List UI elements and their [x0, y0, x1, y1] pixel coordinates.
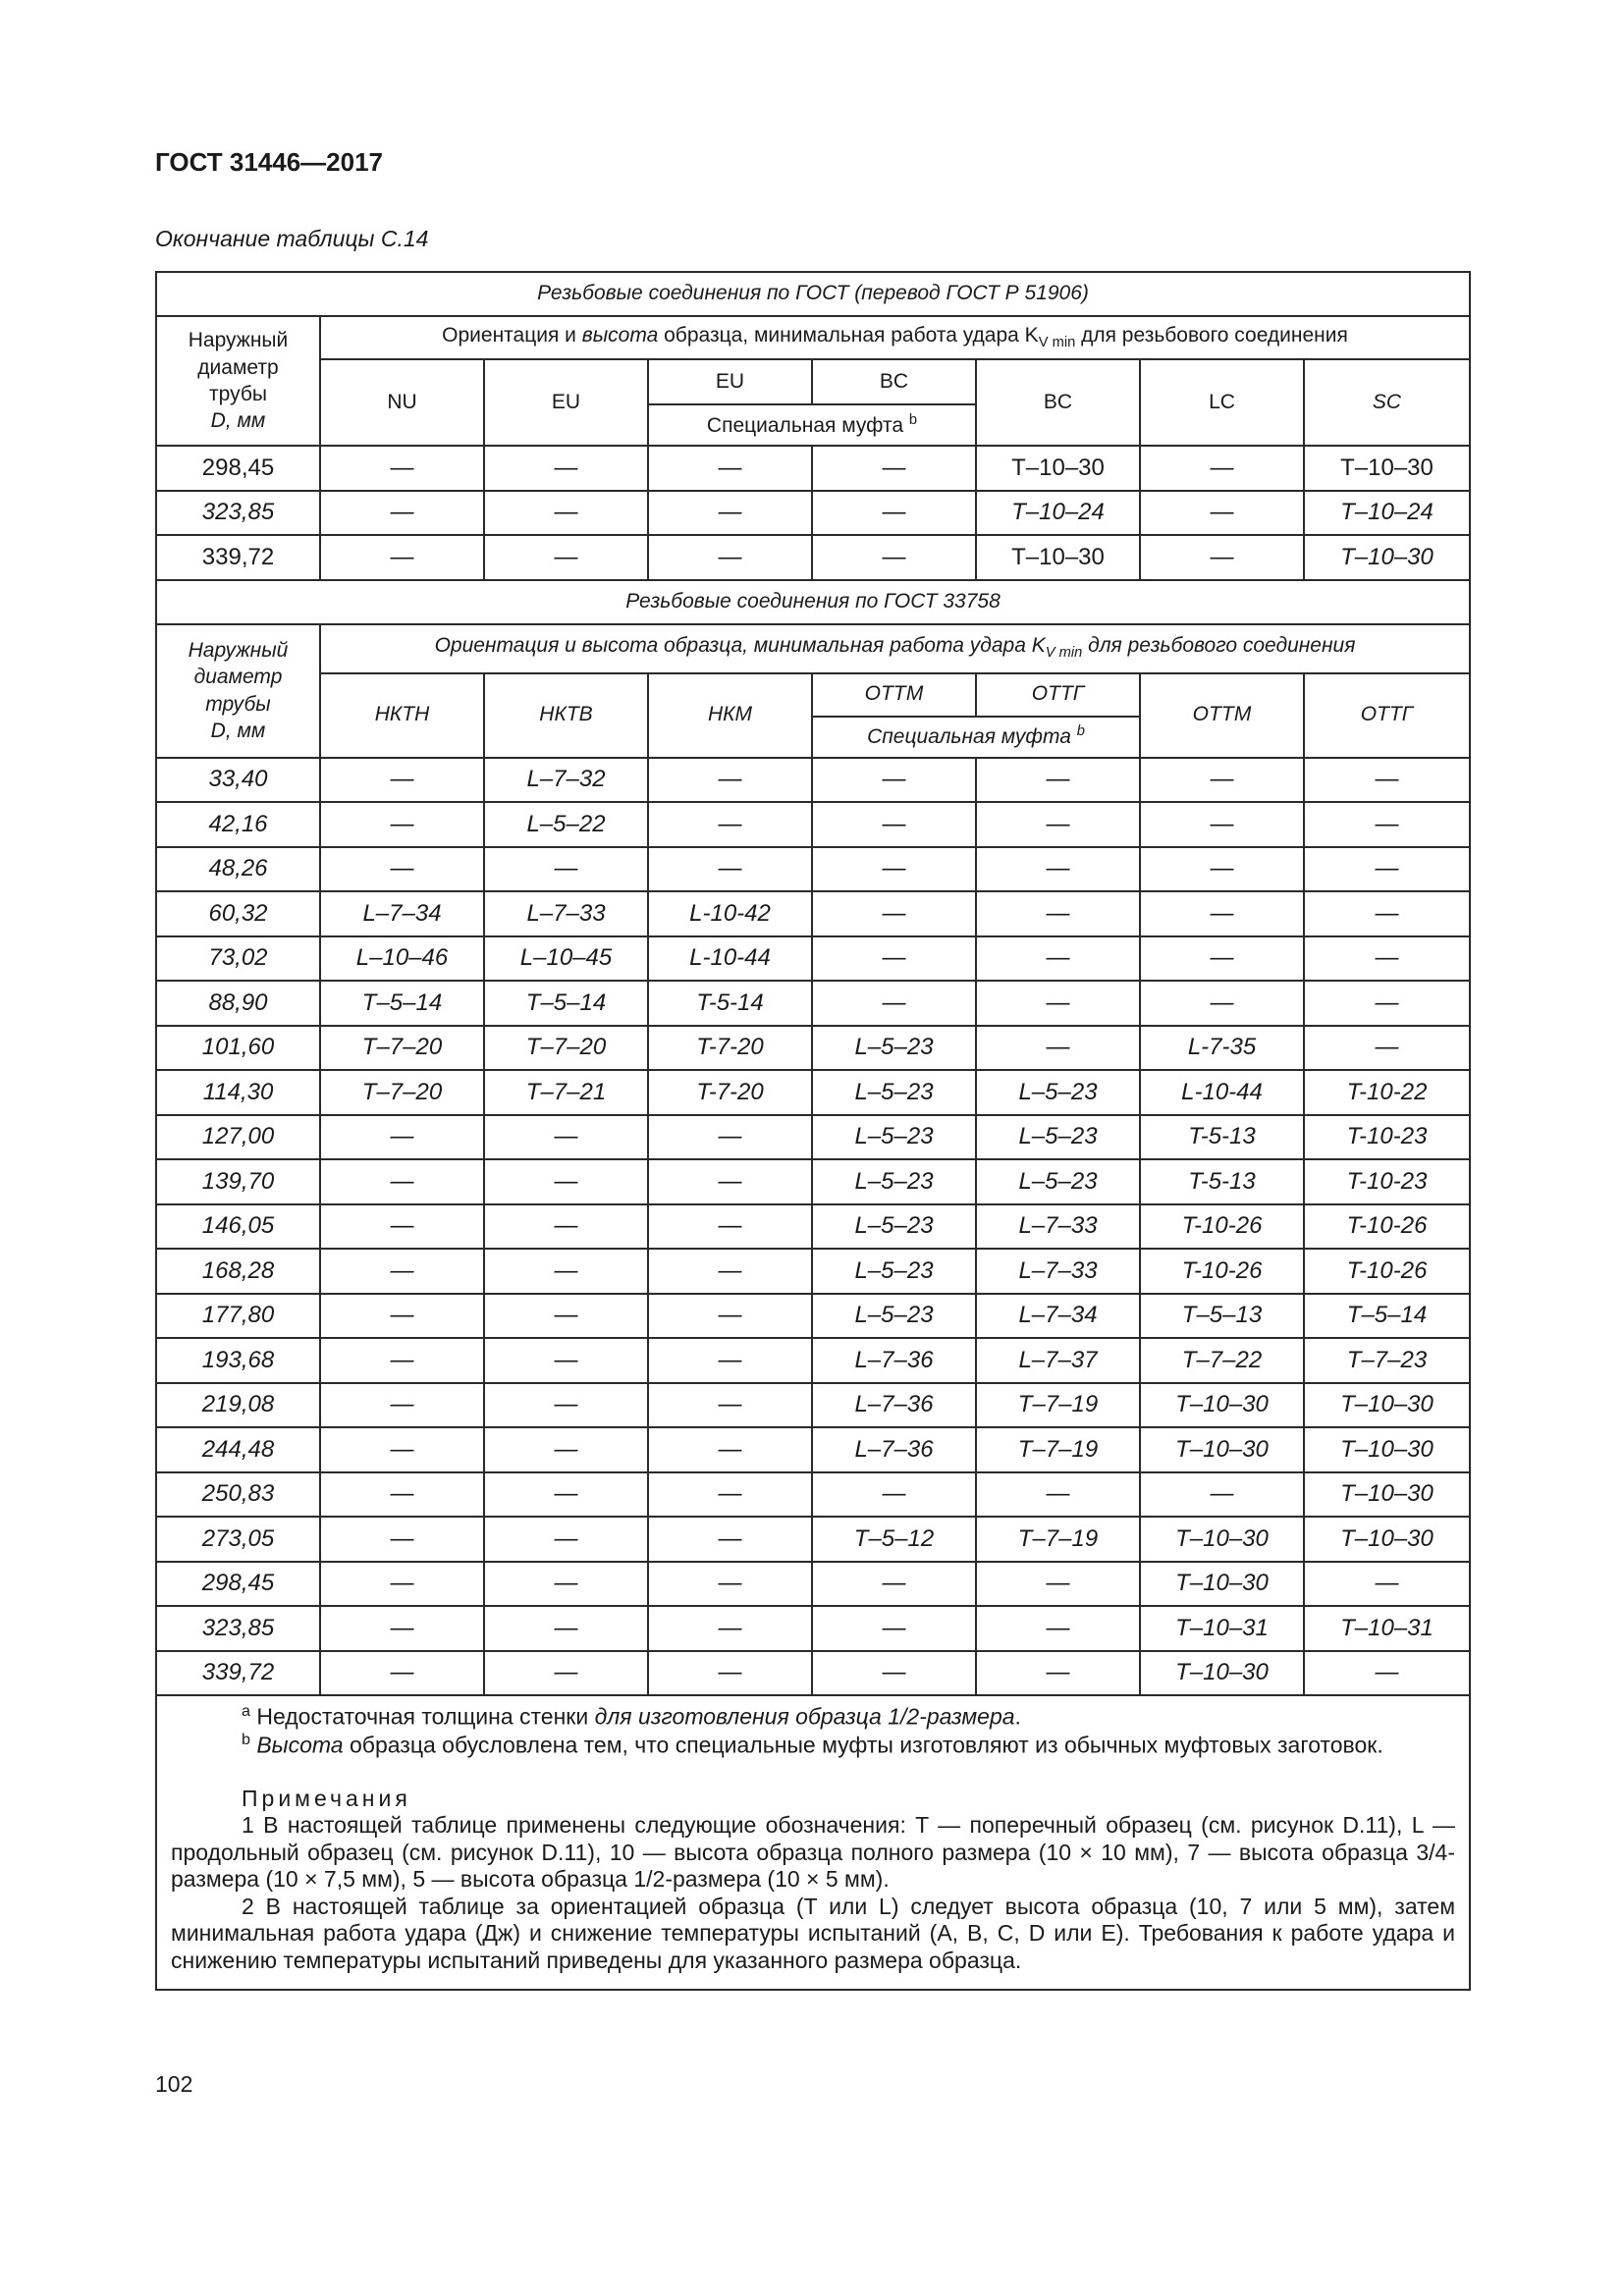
value-cell: —: [812, 491, 976, 536]
diameter-cell: 273,05: [156, 1517, 320, 1562]
table1-header-row1: [156, 316, 1470, 359]
value-cell: T–10–24: [1304, 491, 1470, 536]
table-row: [156, 491, 1470, 536]
table2-col-ottm: ОТТМ: [1140, 673, 1304, 758]
value-cell: T–7–19: [976, 1383, 1140, 1428]
diameter-cell: 168,28: [156, 1249, 320, 1294]
value-cell: —: [976, 758, 1140, 803]
diameter-cell: 60,32: [156, 891, 320, 936]
value-cell: —: [812, 802, 976, 847]
value-cell: —: [812, 891, 976, 936]
value-cell: —: [1140, 847, 1304, 892]
table-row: [156, 802, 1470, 847]
value-cell: —: [976, 1026, 1140, 1071]
table2-special-coupling: Специальная муфта $^b$: [812, 717, 1140, 758]
value-cell: T–5–14: [320, 981, 484, 1026]
diameter-cell: 219,08: [156, 1383, 320, 1428]
value-cell: —: [484, 446, 648, 491]
value-cell: L–5–23: [812, 1249, 976, 1294]
value-cell: —: [484, 1159, 648, 1204]
value-cell: —: [1304, 936, 1470, 982]
value-cell: —: [484, 1472, 648, 1518]
value-cell: T-10-26: [1140, 1204, 1304, 1250]
value-cell: —: [648, 802, 812, 847]
diameter-cell: 139,70: [156, 1159, 320, 1204]
diameter-cell: 114,30: [156, 1070, 320, 1115]
value-cell: T–10–30: [1304, 446, 1470, 491]
value-cell: T–7–20: [320, 1070, 484, 1115]
table-row: [156, 1159, 1470, 1204]
value-cell: L–7–33: [484, 891, 648, 936]
table1-diameter-header: Наружный диаметр трубы D, мм: [156, 316, 320, 446]
table-row: [156, 981, 1470, 1026]
value-cell: —: [1140, 446, 1304, 491]
value-cell: T-7-20: [648, 1026, 812, 1071]
value-cell: —: [484, 1427, 648, 1472]
value-cell: L–5–23: [812, 1026, 976, 1071]
value-cell: —: [1304, 1026, 1470, 1071]
value-cell: —: [648, 1517, 812, 1562]
diameter-cell: 339,72: [156, 535, 320, 580]
value-cell: —: [1140, 891, 1304, 936]
value-cell: L–7–37: [976, 1338, 1140, 1383]
value-cell: T–5–12: [812, 1517, 976, 1562]
value-cell: L–5–23: [976, 1070, 1140, 1115]
table2-orientation-header: Ориентация и высота образца, минимальная работа удара $K_{V min}$ для резьбового соединения: [320, 624, 1470, 673]
value-cell: —: [648, 1204, 812, 1250]
value-cell: L-10-44: [1140, 1070, 1304, 1115]
diameter-cell: 33,40: [156, 758, 320, 803]
table-row: [156, 1338, 1470, 1383]
note-1: 1 В настоящей таблице применены следующие обозначения: T — поперечный образец (см. рисунок D.11), L — продольный образец (см. рисунок D.11), 10 — высота образца полного размера (10 × 10 мм), 7 — высота образца 3/4-размера (10 × 7,5 мм), 5 — высота образца 1/2-размера (10 × 5 мм).: [171, 1812, 1456, 1893]
diameter-cell: 298,45: [156, 446, 320, 491]
diameter-cell: 323,85: [156, 1606, 320, 1651]
value-cell: L–7–34: [976, 1294, 1140, 1339]
value-cell: T–5–14: [1304, 1294, 1470, 1339]
value-cell: —: [484, 1115, 648, 1160]
table1-section-title: Резьбовые соединения по ГОСТ (перевод ГОСТ Р 51906): [156, 272, 1470, 316]
value-cell: —: [320, 1159, 484, 1204]
value-cell: T-10-26: [1140, 1249, 1304, 1294]
table-row: [156, 535, 1470, 580]
table2-diameter-header: Наружный диаметр трубы D, мм: [156, 624, 320, 758]
value-cell: —: [1140, 758, 1304, 803]
footnote-b: $^b$ Высота образца обусловлена тем, что специальные муфты изготовляют из обычных муфтовых заготовок.: [242, 1731, 1383, 1758]
value-cell: —: [320, 446, 484, 491]
value-cell: T–10–30: [1304, 535, 1470, 580]
value-cell: —: [976, 1606, 1140, 1651]
value-cell: T–10–24: [976, 491, 1140, 536]
table-row: [156, 1070, 1470, 1115]
value-cell: T–10–30: [1140, 1383, 1304, 1428]
diameter-cell: 339,72: [156, 1651, 320, 1696]
value-cell: L–7–36: [812, 1427, 976, 1472]
value-cell: —: [648, 1562, 812, 1607]
value-cell: —: [320, 1472, 484, 1518]
table2-col-ottg-special: ОТТГ: [976, 673, 1140, 717]
value-cell: T–5–13: [1140, 1294, 1304, 1339]
diameter-cell: 323,85: [156, 491, 320, 536]
value-cell: —: [648, 1115, 812, 1160]
value-cell: —: [648, 758, 812, 803]
diameter-cell: 244,48: [156, 1427, 320, 1472]
value-cell: —: [648, 491, 812, 536]
value-cell: —: [812, 446, 976, 491]
value-cell: —: [484, 1562, 648, 1607]
value-cell: —: [484, 1517, 648, 1562]
value-cell: T-10-22: [1304, 1070, 1470, 1115]
note-2: 2 В настоящей таблице за ориентацией образца (T или L) следует высота образца (10, 7 или 5 мм), затем минимальная работа удара (Дж) и снижение температуры испытаний (A, B, C, D или E). Требования к работе удара и снижению температуры испытаний приведены для указанного размера образца.: [171, 1893, 1456, 1974]
diameter-cell: 101,60: [156, 1026, 320, 1071]
value-cell: L-7-35: [1140, 1026, 1304, 1071]
value-cell: —: [484, 491, 648, 536]
value-cell: T-10-23: [1304, 1115, 1470, 1160]
value-cell: T–10–31: [1304, 1606, 1470, 1651]
value-cell: —: [1140, 491, 1304, 536]
value-cell: L–5–23: [812, 1294, 976, 1339]
value-cell: —: [320, 1383, 484, 1428]
value-cell: T-5-13: [1140, 1159, 1304, 1204]
table2-col-ottm-special: ОТТМ: [812, 673, 976, 717]
table1-section-row: [156, 272, 1470, 316]
table-row: [156, 446, 1470, 491]
table2-col-ottg: ОТТГ: [1304, 673, 1470, 758]
value-cell: —: [976, 891, 1140, 936]
value-cell: —: [812, 981, 976, 1026]
value-cell: T–10–30: [1140, 1651, 1304, 1696]
value-cell: —: [976, 847, 1140, 892]
value-cell: T–10–30: [1140, 1427, 1304, 1472]
value-cell: —: [648, 1249, 812, 1294]
value-cell: —: [320, 1427, 484, 1472]
value-cell: T-10-26: [1304, 1204, 1470, 1250]
value-cell: —: [648, 1383, 812, 1428]
value-cell: —: [812, 1651, 976, 1696]
table2-header-row1: [156, 624, 1470, 673]
value-cell: —: [484, 535, 648, 580]
value-cell: —: [976, 802, 1140, 847]
value-cell: L–5–23: [812, 1115, 976, 1160]
table2-header-row2: [156, 673, 1470, 717]
table1-special-coupling: Специальная муфта $^b$: [648, 404, 976, 446]
value-cell: —: [812, 1472, 976, 1518]
table1-header-row2: [156, 359, 1470, 404]
table1-col-sc: SC: [1304, 359, 1470, 446]
table-row: [156, 1517, 1470, 1562]
value-cell: —: [648, 1651, 812, 1696]
value-cell: T-5-13: [1140, 1115, 1304, 1160]
table-row: [156, 1562, 1470, 1607]
page-number: 102: [155, 2071, 193, 2097]
value-cell: —: [648, 1159, 812, 1204]
value-cell: —: [812, 535, 976, 580]
value-cell: —: [1304, 1562, 1470, 1607]
value-cell: —: [1140, 936, 1304, 982]
table1-col-bc: BC: [976, 359, 1140, 446]
table1-col-bc-special: BC: [812, 359, 976, 404]
value-cell: —: [484, 1651, 648, 1696]
value-cell: T–10–30: [1304, 1427, 1470, 1472]
value-cell: —: [648, 1472, 812, 1518]
value-cell: —: [320, 802, 484, 847]
value-cell: —: [976, 936, 1140, 982]
diameter-cell: 177,80: [156, 1294, 320, 1339]
value-cell: —: [320, 535, 484, 580]
diameter-cell: 42,16: [156, 802, 320, 847]
table1-col-nu: NU: [320, 359, 484, 446]
table2-col-nkm: НКМ: [648, 673, 812, 758]
value-cell: L–5–23: [812, 1070, 976, 1115]
notes-row: [156, 1695, 1470, 1990]
value-cell: T–5–14: [484, 981, 648, 1026]
value-cell: L–5–22: [484, 802, 648, 847]
value-cell: —: [812, 758, 976, 803]
value-cell: T-10-23: [1304, 1159, 1470, 1204]
value-cell: T–7–23: [1304, 1338, 1470, 1383]
value-cell: —: [484, 1606, 648, 1651]
impact-table: [155, 271, 1471, 1991]
value-cell: T–10–31: [1140, 1606, 1304, 1651]
value-cell: —: [1304, 802, 1470, 847]
diameter-cell: 88,90: [156, 981, 320, 1026]
table-caption: Окончание таблицы С.14: [155, 226, 429, 251]
value-cell: T–7–22: [1140, 1338, 1304, 1383]
value-cell: —: [648, 847, 812, 892]
value-cell: —: [976, 1472, 1140, 1518]
value-cell: T–10–30: [976, 535, 1140, 580]
table-row: [156, 1606, 1470, 1651]
value-cell: —: [320, 1562, 484, 1607]
value-cell: —: [320, 1338, 484, 1383]
table-row: [156, 1427, 1470, 1472]
value-cell: —: [812, 847, 976, 892]
table-row: [156, 936, 1470, 982]
value-cell: T–10–30: [976, 446, 1140, 491]
table2-section-row: [156, 580, 1470, 624]
footnote-a: $^a$ Недостаточная толщина стенки для изготовления образца 1/2-размера.: [242, 1702, 1021, 1730]
value-cell: —: [484, 847, 648, 892]
value-cell: L–10–46: [320, 936, 484, 982]
value-cell: —: [1140, 1472, 1304, 1518]
diameter-cell: 73,02: [156, 936, 320, 982]
value-cell: —: [320, 847, 484, 892]
value-cell: —: [1304, 847, 1470, 892]
value-cell: L–5–23: [812, 1159, 976, 1204]
value-cell: L–5–23: [976, 1159, 1140, 1204]
value-cell: L-10-44: [648, 936, 812, 982]
value-cell: —: [648, 1294, 812, 1339]
diameter-cell: 146,05: [156, 1204, 320, 1250]
value-cell: L–5–23: [976, 1115, 1140, 1160]
value-cell: L–5–23: [812, 1204, 976, 1250]
value-cell: —: [1304, 981, 1470, 1026]
table-row: [156, 1651, 1470, 1696]
value-cell: T–7–19: [976, 1427, 1140, 1472]
value-cell: T-10-26: [1304, 1249, 1470, 1294]
value-cell: L–7–34: [320, 891, 484, 936]
value-cell: —: [320, 1204, 484, 1250]
value-cell: T–10–30: [1304, 1472, 1470, 1518]
table-row: [156, 847, 1470, 892]
value-cell: T–7–20: [320, 1026, 484, 1071]
value-cell: L–10–45: [484, 936, 648, 982]
value-cell: —: [648, 1606, 812, 1651]
diameter-cell: 250,83: [156, 1472, 320, 1518]
value-cell: T–10–30: [1304, 1517, 1470, 1562]
value-cell: —: [320, 1115, 484, 1160]
diameter-cell: 193,68: [156, 1338, 320, 1383]
table-row: [156, 1249, 1470, 1294]
table1-col-lc: LC: [1140, 359, 1304, 446]
value-cell: —: [976, 1651, 1140, 1696]
value-cell: L–7–36: [812, 1338, 976, 1383]
table-row: [156, 1294, 1470, 1339]
value-cell: —: [976, 981, 1140, 1026]
table-row: [156, 758, 1470, 803]
table2-section-title: Резьбовые соединения по ГОСТ 33758: [156, 580, 1470, 624]
value-cell: T–7–20: [484, 1026, 648, 1071]
value-cell: —: [1304, 758, 1470, 803]
value-cell: —: [320, 491, 484, 536]
value-cell: —: [484, 1338, 648, 1383]
diameter-cell: 127,00: [156, 1115, 320, 1160]
table2-col-nktn: НКТН: [320, 673, 484, 758]
value-cell: L–7–32: [484, 758, 648, 803]
notes-title: Примечания: [242, 1785, 411, 1811]
value-cell: —: [320, 1517, 484, 1562]
diameter-cell: 48,26: [156, 847, 320, 892]
value-cell: —: [1140, 981, 1304, 1026]
value-cell: —: [812, 936, 976, 982]
table1-col-eu-special: EU: [648, 359, 812, 404]
diameter-cell: 298,45: [156, 1562, 320, 1607]
value-cell: —: [320, 1651, 484, 1696]
table-row: [156, 1204, 1470, 1250]
table2-col-nktv: НКТВ: [484, 673, 648, 758]
value-cell: T-5-14: [648, 981, 812, 1026]
value-cell: T–10–30: [1140, 1562, 1304, 1607]
value-cell: —: [648, 1338, 812, 1383]
value-cell: —: [320, 758, 484, 803]
value-cell: L–7–36: [812, 1383, 976, 1428]
value-cell: L–7–33: [976, 1204, 1140, 1250]
value-cell: T–10–30: [1140, 1517, 1304, 1562]
value-cell: T-7-20: [648, 1070, 812, 1115]
value-cell: —: [812, 1606, 976, 1651]
value-cell: T–7–19: [976, 1517, 1140, 1562]
table1-orientation-header: Ориентация и высота образца, минимальная работа удара $K_{V min}$ для резьбового соединения: [320, 316, 1470, 359]
value-cell: T–10–30: [1304, 1383, 1470, 1428]
value-cell: —: [812, 1562, 976, 1607]
table-row: [156, 891, 1470, 936]
value-cell: —: [484, 1249, 648, 1294]
value-cell: —: [320, 1606, 484, 1651]
table-row: [156, 1472, 1470, 1518]
table1-col-eu: EU: [484, 359, 648, 446]
value-cell: —: [1140, 535, 1304, 580]
value-cell: T–7–21: [484, 1070, 648, 1115]
value-cell: —: [1304, 1651, 1470, 1696]
value-cell: L-10-42: [648, 891, 812, 936]
value-cell: —: [484, 1204, 648, 1250]
value-cell: —: [648, 535, 812, 580]
value-cell: —: [320, 1294, 484, 1339]
notes-cell: [156, 1695, 1470, 1990]
document-title: ГОСТ 31446—2017: [155, 147, 383, 177]
value-cell: —: [484, 1383, 648, 1428]
value-cell: —: [320, 1249, 484, 1294]
value-cell: —: [484, 1294, 648, 1339]
table-row: [156, 1026, 1470, 1071]
value-cell: —: [648, 1427, 812, 1472]
value-cell: —: [1304, 891, 1470, 936]
value-cell: —: [1140, 802, 1304, 847]
value-cell: —: [648, 446, 812, 491]
table-row: [156, 1115, 1470, 1160]
value-cell: —: [976, 1562, 1140, 1607]
table-row: [156, 1383, 1470, 1428]
value-cell: L–7–33: [976, 1249, 1140, 1294]
